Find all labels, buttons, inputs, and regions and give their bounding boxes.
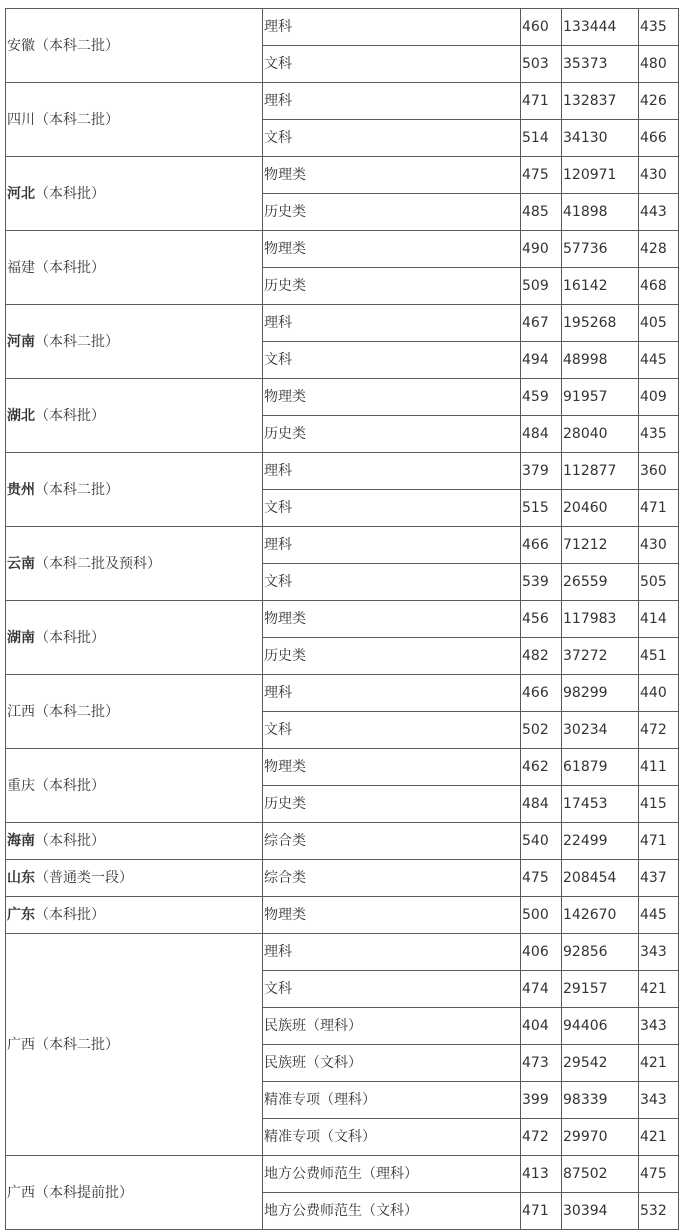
category-cell: 文科 bbox=[263, 712, 521, 749]
score-cell: 472 bbox=[521, 1119, 562, 1156]
line-cell: 430 bbox=[639, 527, 679, 564]
table-row bbox=[6, 601, 679, 638]
rank-cell: 35373 bbox=[562, 46, 639, 83]
line-cell: 472 bbox=[639, 712, 679, 749]
province-name: 湖南 bbox=[7, 629, 35, 646]
line-cell: 435 bbox=[639, 416, 679, 453]
line-cell: 443 bbox=[639, 194, 679, 231]
score-cell: 466 bbox=[521, 527, 562, 564]
score-cell: 490 bbox=[521, 231, 562, 268]
province-cell bbox=[6, 453, 263, 527]
rank-cell: 117983 bbox=[562, 601, 639, 638]
category-cell: 历史类 bbox=[263, 194, 521, 231]
province-name: 福建 bbox=[7, 259, 35, 276]
province-cell bbox=[6, 897, 263, 934]
table-row bbox=[6, 860, 679, 897]
table-row bbox=[6, 305, 679, 342]
table-row bbox=[6, 527, 679, 564]
rank-cell: 98339 bbox=[562, 1082, 639, 1119]
score-cell: 482 bbox=[521, 638, 562, 675]
category-cell: 综合类 bbox=[263, 860, 521, 897]
province-cell bbox=[6, 231, 263, 305]
rank-cell: 30394 bbox=[562, 1193, 639, 1230]
province-name: 河北 bbox=[7, 185, 35, 202]
rank-cell: 61879 bbox=[562, 749, 639, 786]
rank-cell: 98299 bbox=[562, 675, 639, 712]
category-cell: 理科 bbox=[263, 453, 521, 490]
category-cell: 理科 bbox=[263, 9, 521, 46]
category-cell: 文科 bbox=[263, 46, 521, 83]
province-name: 广西 bbox=[7, 1036, 35, 1053]
line-cell: 360 bbox=[639, 453, 679, 490]
batch-name: （本科批） bbox=[35, 259, 105, 276]
score-cell: 494 bbox=[521, 342, 562, 379]
province-name: 安徽 bbox=[7, 37, 35, 54]
category-cell: 精准专项（理科） bbox=[263, 1082, 521, 1119]
province-name: 重庆 bbox=[7, 777, 35, 794]
rank-cell: 91957 bbox=[562, 379, 639, 416]
score-cell: 406 bbox=[521, 934, 562, 971]
category-cell: 历史类 bbox=[263, 416, 521, 453]
score-cell: 503 bbox=[521, 46, 562, 83]
table-row bbox=[6, 1156, 679, 1193]
table-row bbox=[6, 934, 679, 971]
score-cell: 540 bbox=[521, 823, 562, 860]
score-cell: 471 bbox=[521, 1193, 562, 1230]
table-row bbox=[6, 9, 679, 46]
category-cell: 物理类 bbox=[263, 157, 521, 194]
category-cell: 物理类 bbox=[263, 601, 521, 638]
province-name: 四川 bbox=[7, 111, 35, 128]
province-cell bbox=[6, 1156, 263, 1230]
score-cell: 404 bbox=[521, 1008, 562, 1045]
province-name: 云南 bbox=[7, 555, 35, 572]
province-name: 湖北 bbox=[7, 407, 35, 424]
line-cell: 471 bbox=[639, 490, 679, 527]
province-cell bbox=[6, 749, 263, 823]
line-cell: 421 bbox=[639, 971, 679, 1008]
line-cell: 411 bbox=[639, 749, 679, 786]
line-cell: 466 bbox=[639, 120, 679, 157]
line-cell: 428 bbox=[639, 231, 679, 268]
rank-cell: 34130 bbox=[562, 120, 639, 157]
line-cell: 421 bbox=[639, 1045, 679, 1082]
category-cell: 历史类 bbox=[263, 638, 521, 675]
score-cell: 475 bbox=[521, 860, 562, 897]
category-cell: 物理类 bbox=[263, 897, 521, 934]
line-cell: 426 bbox=[639, 83, 679, 120]
score-cell: 484 bbox=[521, 786, 562, 823]
category-cell: 理科 bbox=[263, 934, 521, 971]
score-cell: 509 bbox=[521, 268, 562, 305]
category-cell: 精准专项（文科） bbox=[263, 1119, 521, 1156]
rank-cell: 195268 bbox=[562, 305, 639, 342]
rank-cell: 142670 bbox=[562, 897, 639, 934]
table-row bbox=[6, 231, 679, 268]
admission-score-table bbox=[5, 8, 679, 1230]
batch-name: （本科二批） bbox=[35, 1036, 119, 1053]
score-cell: 467 bbox=[521, 305, 562, 342]
table-row bbox=[6, 157, 679, 194]
score-cell: 379 bbox=[521, 453, 562, 490]
category-cell: 物理类 bbox=[263, 379, 521, 416]
score-cell: 462 bbox=[521, 749, 562, 786]
rank-cell: 71212 bbox=[562, 527, 639, 564]
line-cell: 505 bbox=[639, 564, 679, 601]
table-body bbox=[6, 9, 679, 1230]
score-cell: 502 bbox=[521, 712, 562, 749]
category-cell: 民族班（理科） bbox=[263, 1008, 521, 1045]
rank-cell: 48998 bbox=[562, 342, 639, 379]
batch-name: （本科批） bbox=[35, 777, 105, 794]
category-cell: 物理类 bbox=[263, 749, 521, 786]
rank-cell: 120971 bbox=[562, 157, 639, 194]
rank-cell: 92856 bbox=[562, 934, 639, 971]
rank-cell: 17453 bbox=[562, 786, 639, 823]
category-cell: 文科 bbox=[263, 342, 521, 379]
category-cell: 文科 bbox=[263, 490, 521, 527]
province-cell bbox=[6, 379, 263, 453]
category-cell: 理科 bbox=[263, 83, 521, 120]
table-row bbox=[6, 453, 679, 490]
line-cell: 343 bbox=[639, 934, 679, 971]
category-cell: 民族班（文科） bbox=[263, 1045, 521, 1082]
category-cell: 历史类 bbox=[263, 268, 521, 305]
rank-cell: 112877 bbox=[562, 453, 639, 490]
batch-name: （本科二批） bbox=[35, 703, 119, 720]
category-cell: 文科 bbox=[263, 120, 521, 157]
province-cell bbox=[6, 9, 263, 83]
line-cell: 475 bbox=[639, 1156, 679, 1193]
province-name: 贵州 bbox=[7, 481, 35, 498]
province-name: 山东 bbox=[7, 870, 35, 886]
category-cell: 物理类 bbox=[263, 231, 521, 268]
category-cell: 理科 bbox=[263, 675, 521, 712]
province-cell bbox=[6, 305, 263, 379]
line-cell: 445 bbox=[639, 342, 679, 379]
category-cell: 综合类 bbox=[263, 823, 521, 860]
table-row bbox=[6, 379, 679, 416]
province-cell bbox=[6, 675, 263, 749]
province-cell bbox=[6, 860, 263, 897]
rank-cell: 132837 bbox=[562, 83, 639, 120]
batch-name: （本科二批） bbox=[35, 111, 119, 128]
line-cell: 445 bbox=[639, 897, 679, 934]
rank-cell: 16142 bbox=[562, 268, 639, 305]
line-cell: 430 bbox=[639, 157, 679, 194]
score-cell: 399 bbox=[521, 1082, 562, 1119]
province-cell bbox=[6, 527, 263, 601]
line-cell: 409 bbox=[639, 379, 679, 416]
rank-cell: 29157 bbox=[562, 971, 639, 1008]
batch-name: （本科二批） bbox=[35, 481, 119, 498]
score-cell: 460 bbox=[521, 9, 562, 46]
province-name: 河南 bbox=[7, 333, 35, 350]
batch-name: （普通类一段） bbox=[35, 870, 133, 886]
line-cell: 435 bbox=[639, 9, 679, 46]
rank-cell: 20460 bbox=[562, 490, 639, 527]
line-cell: 451 bbox=[639, 638, 679, 675]
score-cell: 466 bbox=[521, 675, 562, 712]
line-cell: 532 bbox=[639, 1193, 679, 1230]
batch-name: （本科二批） bbox=[35, 333, 119, 350]
category-cell: 理科 bbox=[263, 527, 521, 564]
rank-cell: 29970 bbox=[562, 1119, 639, 1156]
batch-name: （本科二批） bbox=[35, 37, 119, 54]
table-row bbox=[6, 823, 679, 860]
score-cell: 474 bbox=[521, 971, 562, 1008]
batch-name: （本科批） bbox=[35, 185, 105, 202]
category-cell: 历史类 bbox=[263, 786, 521, 823]
line-cell: 440 bbox=[639, 675, 679, 712]
table-row bbox=[6, 83, 679, 120]
line-cell: 421 bbox=[639, 1119, 679, 1156]
rank-cell: 87502 bbox=[562, 1156, 639, 1193]
score-cell: 475 bbox=[521, 157, 562, 194]
province-name: 江西 bbox=[7, 703, 35, 720]
province-cell bbox=[6, 157, 263, 231]
score-cell: 471 bbox=[521, 83, 562, 120]
category-cell: 理科 bbox=[263, 305, 521, 342]
category-cell: 地方公费师范生（理科） bbox=[263, 1156, 521, 1193]
province-cell bbox=[6, 823, 263, 860]
score-cell: 485 bbox=[521, 194, 562, 231]
score-cell: 500 bbox=[521, 897, 562, 934]
province-cell bbox=[6, 83, 263, 157]
table-row bbox=[6, 749, 679, 786]
score-cell: 539 bbox=[521, 564, 562, 601]
province-name: 广西 bbox=[7, 1184, 35, 1201]
line-cell: 437 bbox=[639, 860, 679, 897]
line-cell: 343 bbox=[639, 1008, 679, 1045]
province-name: 广东 bbox=[7, 907, 35, 923]
line-cell: 414 bbox=[639, 601, 679, 638]
rank-cell: 37272 bbox=[562, 638, 639, 675]
score-cell: 515 bbox=[521, 490, 562, 527]
score-cell: 459 bbox=[521, 379, 562, 416]
rank-cell: 94406 bbox=[562, 1008, 639, 1045]
line-cell: 405 bbox=[639, 305, 679, 342]
score-cell: 484 bbox=[521, 416, 562, 453]
category-cell: 文科 bbox=[263, 971, 521, 1008]
batch-name: （本科批） bbox=[35, 907, 105, 923]
rank-cell: 26559 bbox=[562, 564, 639, 601]
rank-cell: 22499 bbox=[562, 823, 639, 860]
rank-cell: 41898 bbox=[562, 194, 639, 231]
rank-cell: 57736 bbox=[562, 231, 639, 268]
rank-cell: 30234 bbox=[562, 712, 639, 749]
score-cell: 456 bbox=[521, 601, 562, 638]
score-cell: 514 bbox=[521, 120, 562, 157]
score-cell: 473 bbox=[521, 1045, 562, 1082]
line-cell: 415 bbox=[639, 786, 679, 823]
province-name: 海南 bbox=[7, 833, 35, 849]
batch-name: （本科批） bbox=[35, 833, 105, 849]
category-cell: 地方公费师范生（文科） bbox=[263, 1193, 521, 1230]
rank-cell: 208454 bbox=[562, 860, 639, 897]
rank-cell: 28040 bbox=[562, 416, 639, 453]
rank-cell: 133444 bbox=[562, 9, 639, 46]
batch-name: （本科批） bbox=[35, 629, 105, 646]
line-cell: 468 bbox=[639, 268, 679, 305]
batch-name: （本科批） bbox=[35, 407, 105, 424]
table-row bbox=[6, 675, 679, 712]
rank-cell: 29542 bbox=[562, 1045, 639, 1082]
score-cell: 413 bbox=[521, 1156, 562, 1193]
batch-name: （本科提前批） bbox=[35, 1184, 133, 1201]
line-cell: 343 bbox=[639, 1082, 679, 1119]
table-row bbox=[6, 897, 679, 934]
category-cell: 文科 bbox=[263, 564, 521, 601]
line-cell: 480 bbox=[639, 46, 679, 83]
line-cell: 471 bbox=[639, 823, 679, 860]
province-cell bbox=[6, 601, 263, 675]
province-cell bbox=[6, 934, 263, 1156]
batch-name: （本科二批及预科） bbox=[35, 555, 161, 572]
